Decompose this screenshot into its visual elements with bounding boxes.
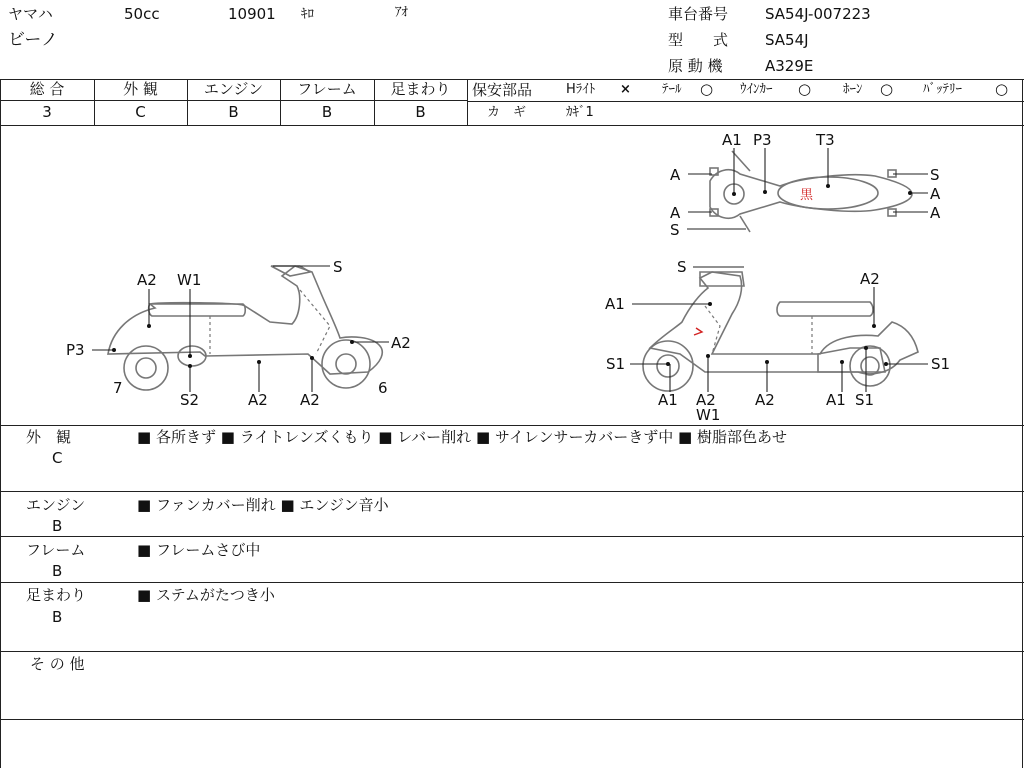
label-a2: A2 — [391, 334, 411, 352]
remark-engine-items: ■ ファンカバー削れ ■ エンジン音小 — [137, 496, 389, 514]
grade-overall-value: 3 — [42, 103, 52, 121]
label-s1: S1 — [931, 355, 951, 373]
remark-exterior-grade: C — [52, 449, 63, 467]
label-a2: A2 — [137, 271, 157, 289]
key-label: カ ギ — [487, 105, 527, 120]
remark-exterior-label: 外 観 — [26, 428, 72, 446]
frame-no-label: 車台番号 — [668, 5, 729, 23]
battery-mark: ○ — [995, 80, 1009, 98]
label-a: A — [670, 204, 681, 222]
remark-item: 樹脂部色あせ — [696, 428, 787, 446]
label-s1: S1 — [855, 391, 875, 409]
engine-label: 原 動 機 — [668, 57, 723, 75]
remark-engine-grade: B — [52, 517, 63, 535]
remark-frame-grade: B — [52, 562, 63, 580]
remark-item: エンジン音小 — [299, 496, 389, 514]
label-a: A — [930, 204, 941, 222]
maker-name: ヤマハ — [8, 5, 53, 23]
label-a2: A2 — [696, 391, 716, 409]
label-a: A — [930, 185, 941, 203]
winker-label: ｳｲﾝｶｰ — [740, 82, 773, 97]
label-p3: P3 — [66, 341, 85, 359]
label-a2: A2 — [248, 391, 268, 409]
label-a: A — [670, 166, 681, 184]
grade-frame-label: フレーム — [297, 80, 357, 98]
battery-label: ﾊﾞｯﾃﾘｰ — [923, 82, 962, 97]
remark-item: ステムがたつき小 — [155, 586, 275, 604]
remark-frame-items: ■ フレームさび中 — [137, 541, 261, 559]
label-s2: S2 — [180, 391, 200, 409]
remark-item: 各所きず — [155, 428, 216, 446]
label-a2: A2 — [755, 391, 775, 409]
remark-exterior-items: ■ 各所きず ■ ライトレンズくもり ■ レバー削れ ■ サイレンサーカバーきず中 ■ 樹脂部色あせ — [137, 428, 787, 446]
color-value: ｱｵ — [395, 5, 408, 20]
horn-label: ﾎｰﾝ — [843, 82, 863, 97]
label-s: S — [670, 221, 680, 239]
headlight-mark: × — [620, 82, 631, 97]
grid-line — [0, 491, 1024, 492]
label-a1: A1 — [722, 131, 742, 149]
label-s: S — [930, 166, 940, 184]
grid-line — [0, 100, 468, 101]
grid-line — [0, 582, 1024, 583]
label-a1: A1 — [605, 295, 625, 313]
grid-line — [0, 425, 1024, 426]
remark-suspension-label: 足まわり — [26, 586, 87, 604]
remark-item: サイレンサーカバーきず中 — [494, 428, 674, 446]
mileage-value: 10901 — [228, 5, 276, 23]
horn-mark: ○ — [880, 80, 894, 98]
grade-suspension-value: B — [415, 103, 426, 121]
label-a1: A1 — [826, 391, 846, 409]
label-a2: A2 — [860, 270, 880, 288]
mileage-unit: ｷﾛ — [301, 7, 314, 22]
engine-value: A329E — [765, 57, 814, 75]
model-name: ビーノ — [8, 30, 58, 50]
remark-engine-label: エンジン — [26, 496, 86, 514]
grid-line — [468, 101, 1024, 102]
grade-engine-label: エンジン — [203, 80, 264, 98]
grade-suspension-label: 足まわり — [390, 80, 451, 98]
grid-line — [0, 651, 1024, 652]
grid-line — [0, 719, 1024, 720]
scooter-left-view — [66, 258, 411, 409]
damage-diagram — [0, 126, 1024, 426]
remark-item: レバー削れ — [397, 428, 472, 446]
grade-exterior-value: C — [135, 103, 146, 121]
displacement: 50cc — [124, 5, 160, 23]
key-value: ｶｷﾞ1 — [566, 105, 594, 120]
grade-frame-value: B — [321, 103, 333, 121]
headlight-label: Hﾗｲﾄ — [566, 82, 596, 97]
label-s: S — [677, 258, 687, 276]
grade-engine-value: B — [228, 103, 239, 121]
taillight-label: ﾃｰﾙ — [662, 82, 682, 97]
scooter-top-view — [670, 131, 941, 239]
seat-mark: 黒 — [800, 188, 814, 203]
label-a1: A1 — [658, 391, 678, 409]
label-t3: T3 — [816, 131, 835, 149]
remark-item: ファンカバー削れ — [155, 496, 276, 514]
remark-item: ライトレンズくもり — [239, 428, 374, 446]
grade-exterior-label: 外 観 — [123, 80, 158, 98]
grade-overall-label: 総 合 — [29, 80, 65, 98]
label-w1: W1 — [696, 406, 721, 424]
remark-item: フレームさび中 — [155, 541, 261, 559]
type-label: 型 式 — [668, 31, 729, 49]
label-s1: S1 — [606, 355, 626, 373]
scooter-right-view — [605, 258, 950, 424]
taillight-mark: ○ — [700, 80, 714, 98]
grid-line — [467, 79, 468, 125]
remark-suspension-grade: B — [52, 608, 63, 626]
grid-line — [0, 536, 1024, 537]
type-value: SA54J — [765, 31, 809, 49]
remark-other-label: そ の 他 — [30, 655, 85, 673]
label-7: 7 — [113, 379, 123, 397]
label-6: 6 — [378, 379, 388, 397]
label-w1: W1 — [177, 271, 202, 289]
label-p3: P3 — [753, 131, 772, 149]
label-a2: A2 — [300, 391, 320, 409]
remark-frame-label: フレーム — [26, 541, 86, 559]
safety-parts-label: 保安部品 — [472, 81, 533, 99]
frame-no-value: SA54J-007223 — [765, 5, 871, 23]
damage-mark-red — [694, 328, 702, 335]
winker-mark: ○ — [798, 80, 812, 98]
remark-suspension-items: ■ ステムがたつき小 — [137, 586, 275, 604]
label-s: S — [333, 258, 343, 276]
